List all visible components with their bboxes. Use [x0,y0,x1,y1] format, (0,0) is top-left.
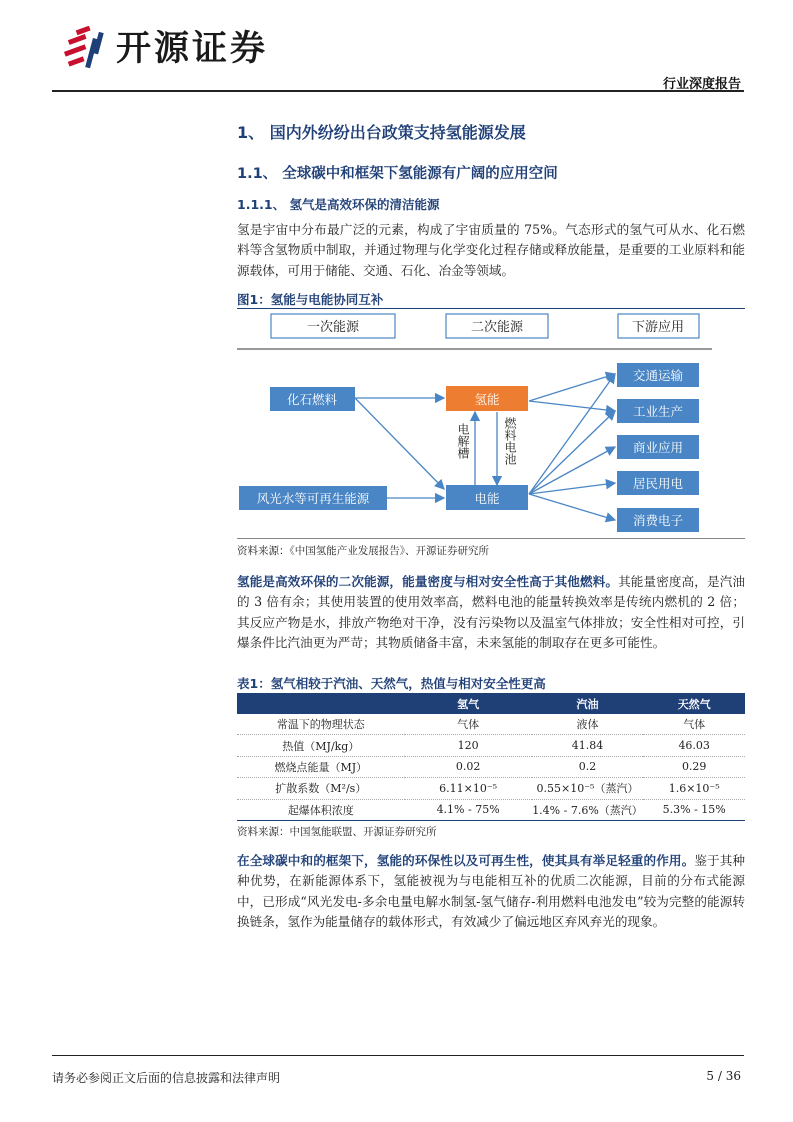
svg-text:一次能源: 一次能源 [306,320,360,335]
label-electrolyzer: 电解槽 [456,423,470,459]
table-header: 氢气 [405,693,532,714]
svg-text:居民用电: 居民用电 [632,476,684,491]
app-transport [617,363,699,387]
table-cell: 4.1% - 75% [405,799,532,820]
table-cell: 1.4% - 7.6%（蒸汽） [532,799,644,820]
figure-source: 资料来源：《中国氢能产业发展报告》、开源证券研究所 [237,545,489,557]
table-cell: 5.3% - 15% [643,799,745,820]
table-row [237,735,745,756]
secondary-hydrogen [446,386,528,411]
paragraph-carbon-neutral [237,851,745,932]
table-header: 天然气 [643,693,745,714]
table-row [237,714,745,735]
table-header: 汽油 [532,693,644,714]
table-cell: 0.29 [643,756,745,777]
svg-text:氢能: 氢能 [474,392,500,407]
table-cell: 气体 [405,714,532,735]
svg-text:二次能源: 二次能源 [470,320,524,335]
source-renewable [239,486,387,510]
table-cell: 41.84 [532,735,644,756]
app-residential [617,471,699,495]
table-cell: 液体 [532,714,644,735]
figure-title: 图1：氢能与电能协同互补 [237,292,384,307]
table-header-row [237,693,745,714]
paragraph-body: 鉴于其种种优势，在新能源体系下，氢能被视为与电能相互补的优质二次能源，目前的分布式能源中，已形成“风光发电-多余电量电解水制氢-氢气储存-利用燃料电池发电”较为完整的能源转换链条，氢作为能量储存的载体形式，有效减少了偏远地区弃风弃光的现象。 [237,853,746,929]
figure-bottom-rule [237,538,745,539]
logo-icon [62,26,108,72]
svg-text:下游应用: 下游应用 [631,320,685,335]
figure-top-rule [237,308,745,309]
column-header-primary [271,314,395,338]
table-row [237,756,745,777]
table-cell: 120 [405,735,532,756]
table-cell: 热值（MJ/kg） [237,735,405,756]
disclaimer-note: 请务必参阅正文后面的信息披露和法律声明 [52,1071,281,1085]
table-cell: 起爆体积浓度 [237,799,405,820]
app-commercial [617,435,699,459]
paragraph-body: 其能量密度高，是汽油的 3 倍有余；其使用装置的使用效率高，燃料电池的能量转换效率是传统内燃机的 2 倍；其反应产物是水，排放产物绝对干净，没有污染物以及温室气体排放；安全性相对可控，引爆条件比汽油更为严苛；其物质储备丰富，未来氢能的制取存在更多可能性。 [237,574,746,650]
secondary-electricity [446,485,528,510]
table-row [237,799,745,820]
page-number: 5 / 36 [706,1069,741,1083]
paragraph-lead: 在全球碳中和的框架下，氢能的环保性以及可再生性，使其具有举足轻重的作用。 [237,853,695,868]
app-industry [617,399,699,423]
table-cell: 6.11×10⁻⁵ [405,778,532,799]
table-row [237,778,745,799]
table-cell: 0.02 [405,756,532,777]
table-source: 资料来源：中国氢能联盟、开源证券研究所 [237,826,437,838]
svg-text:消费电子: 消费电子 [632,513,684,528]
comparison-table [237,693,745,821]
app-consumer-electronics [617,508,699,532]
table-cell: 0.2 [532,756,644,777]
svg-text:交通运输: 交通运输 [632,368,684,383]
svg-text:工业生产: 工业生产 [632,404,684,419]
table-cell: 1.6×10⁻⁵ [643,778,745,799]
intro-paragraph: 氢是宇宙中分布最广泛的元素，构成了宇宙质量的 75%。气态形式的氢气可从水、化石燃料等含氢物质中制取，并通过物理与化学变化过程存储或释放能量，是重要的工业原料和能源载体，可用于储能、交通、石化、冶金等领域。 [237,222,745,278]
section-heading-1: 1、 国内外纷纷出台政策支持氢能源发展 [237,123,526,142]
brand-name: 开源证券 [116,29,269,69]
table-cell: 气体 [643,714,745,735]
paragraph-lead: 氢能是高效环保的二次能源，能量密度与相对安全性高于其他燃料。 [237,574,619,589]
section-heading-1-1: 1.1、 全球碳中和框架下氢能源有广阔的应用空间 [237,166,558,182]
svg-text:风光水等可再生能源: 风光水等可再生能源 [256,491,370,506]
table-cell: 0.55×10⁻⁵（蒸汽） [532,778,644,799]
table-cell: 46.03 [643,735,745,756]
column-header-secondary [446,314,548,338]
energy-flow-diagram [237,311,745,535]
paragraph-hydrogen-efficiency [237,572,745,653]
svg-text:电能: 电能 [474,491,500,506]
table-cell: 常温下的物理状态 [237,714,405,735]
report-type: 行业深度报告 [662,77,741,92]
label-fuel-cell: 燃料电池 [503,417,517,465]
table-title: 表1：氢气相较于汽油、天然气，热值与相对安全性更高 [237,676,546,691]
footer-divider [52,1055,744,1056]
svg-text:商业应用: 商业应用 [632,440,684,455]
column-header-downstream [618,314,699,338]
header-divider [52,90,744,92]
svg-text:化石燃料: 化石燃料 [286,392,338,407]
section-heading-1-1-1: 1.1.1、 氢气是高效环保的清洁能源 [237,197,440,212]
table-cell: 扩散系数（M²/s） [237,778,405,799]
source-fossil-fuel [270,387,355,411]
table-cell: 燃烧点能量（MJ） [237,756,405,777]
table-header [237,693,405,714]
